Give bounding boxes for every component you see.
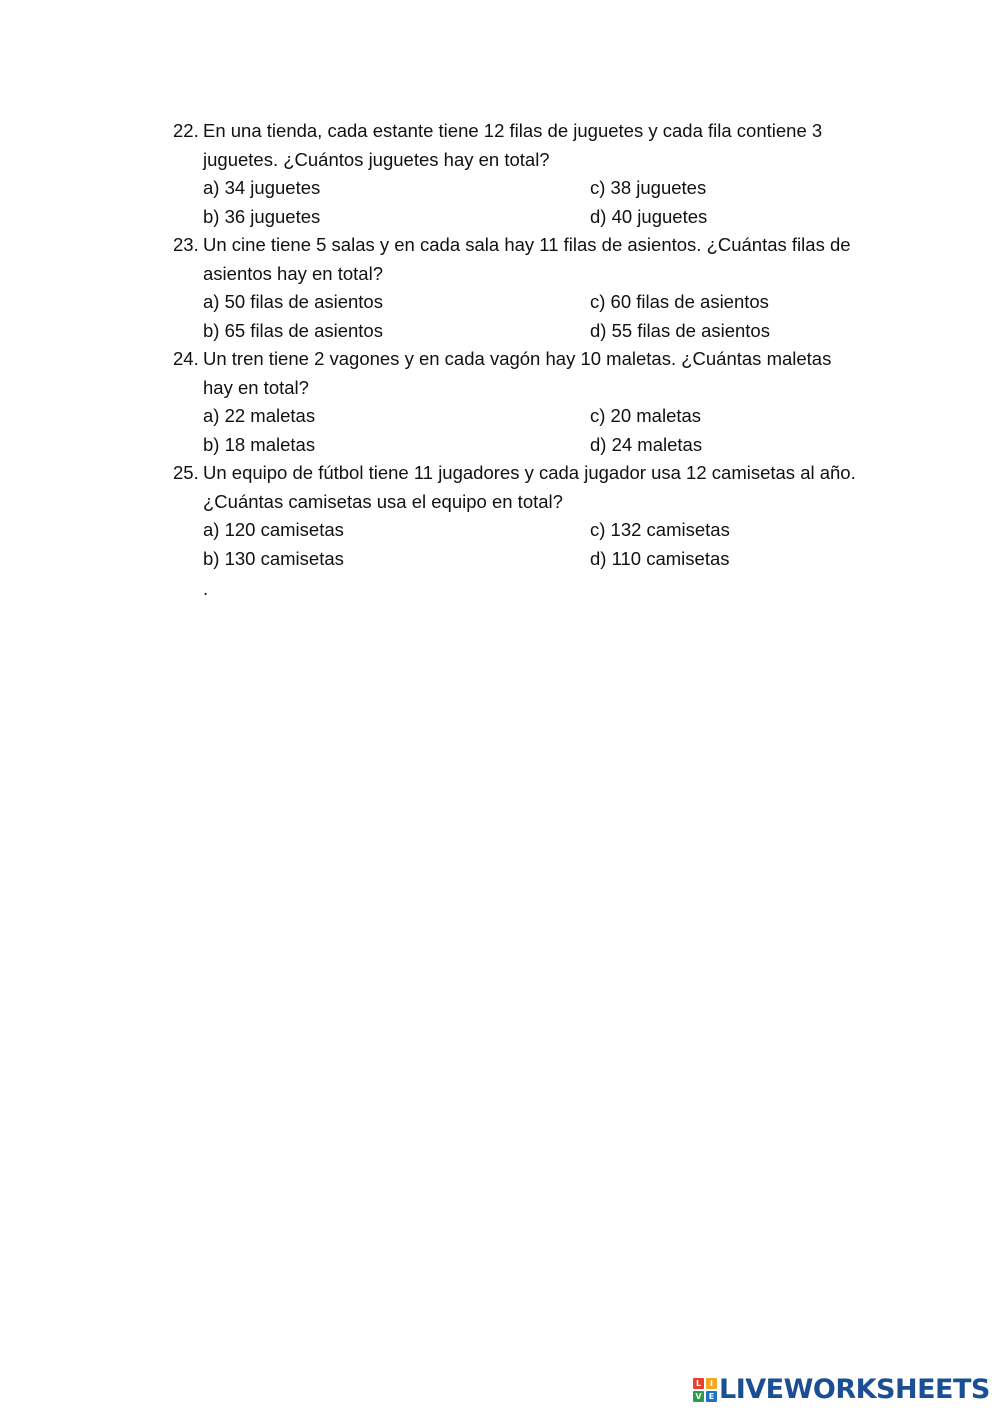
option-b[interactable]: b) 18 maletas	[203, 433, 316, 455]
option-d[interactable]: d) 24 maletas	[590, 433, 703, 455]
brand-name: LIVEWORKSHEETS	[719, 1374, 990, 1405]
answer-options	[203, 288, 863, 345]
option-c[interactable]: c) 132 camisetas	[590, 519, 730, 541]
option-a[interactable]: a) 120 camisetas	[203, 519, 344, 541]
option-b[interactable]: b) 36 juguetes	[203, 205, 321, 227]
option-c[interactable]: c) 20 maletas	[590, 405, 702, 427]
option-a[interactable]: a) 50 filas de asientos	[203, 291, 383, 313]
option-d[interactable]: d) 110 camisetas	[590, 547, 730, 569]
option-c[interactable]: c) 60 filas de asientos	[590, 291, 769, 313]
option-a[interactable]: a) 22 maletas	[203, 405, 316, 427]
question-number: 25.	[173, 462, 199, 483]
answer-options	[203, 174, 863, 231]
logo-letter-e: E	[706, 1391, 717, 1402]
logo-letter-v: V	[693, 1391, 704, 1402]
trailing-period: .	[203, 578, 209, 599]
question-number: 22.	[173, 120, 199, 141]
liveworksheets-logo[interactable]	[693, 1374, 990, 1406]
question-number: 23.	[173, 234, 199, 255]
question-22	[173, 117, 863, 231]
question-number: 24.	[173, 348, 199, 369]
option-a[interactable]: a) 34 juguetes	[203, 177, 321, 199]
question-25	[173, 459, 863, 573]
option-c[interactable]: c) 38 juguetes	[590, 177, 707, 199]
option-b[interactable]: b) 65 filas de asientos	[203, 319, 383, 341]
logo-letter-i: I	[706, 1378, 717, 1389]
logo-letter-l: L	[693, 1378, 704, 1389]
question-24	[173, 345, 863, 459]
option-d[interactable]: d) 55 filas de asientos	[590, 319, 770, 341]
question-text: Un equipo de fútbol tiene 11 jugadores y cada jugador usa 12 camisetas al año. ¿Cuántas camisetas usa el equipo en total?	[203, 462, 856, 512]
answer-options	[203, 516, 863, 573]
option-d[interactable]: d) 40 juguetes	[590, 205, 708, 227]
logo-icon	[693, 1378, 717, 1402]
question-23	[173, 231, 863, 345]
option-b[interactable]: b) 130 camisetas	[203, 547, 344, 569]
question-text: Un cine tiene 5 salas y en cada sala hay 11 filas de asientos. ¿Cuántas filas de asientos hay en total?	[203, 234, 851, 284]
question-text: Un tren tiene 2 vagones y en cada vagón hay 10 maletas. ¿Cuántas maletas hay en total?	[203, 348, 832, 398]
question-text: En una tienda, cada estante tiene 12 filas de juguetes y cada fila contiene 3 juguetes. ¿Cuántos juguetes hay en total?	[203, 120, 823, 170]
answer-options	[203, 402, 863, 459]
